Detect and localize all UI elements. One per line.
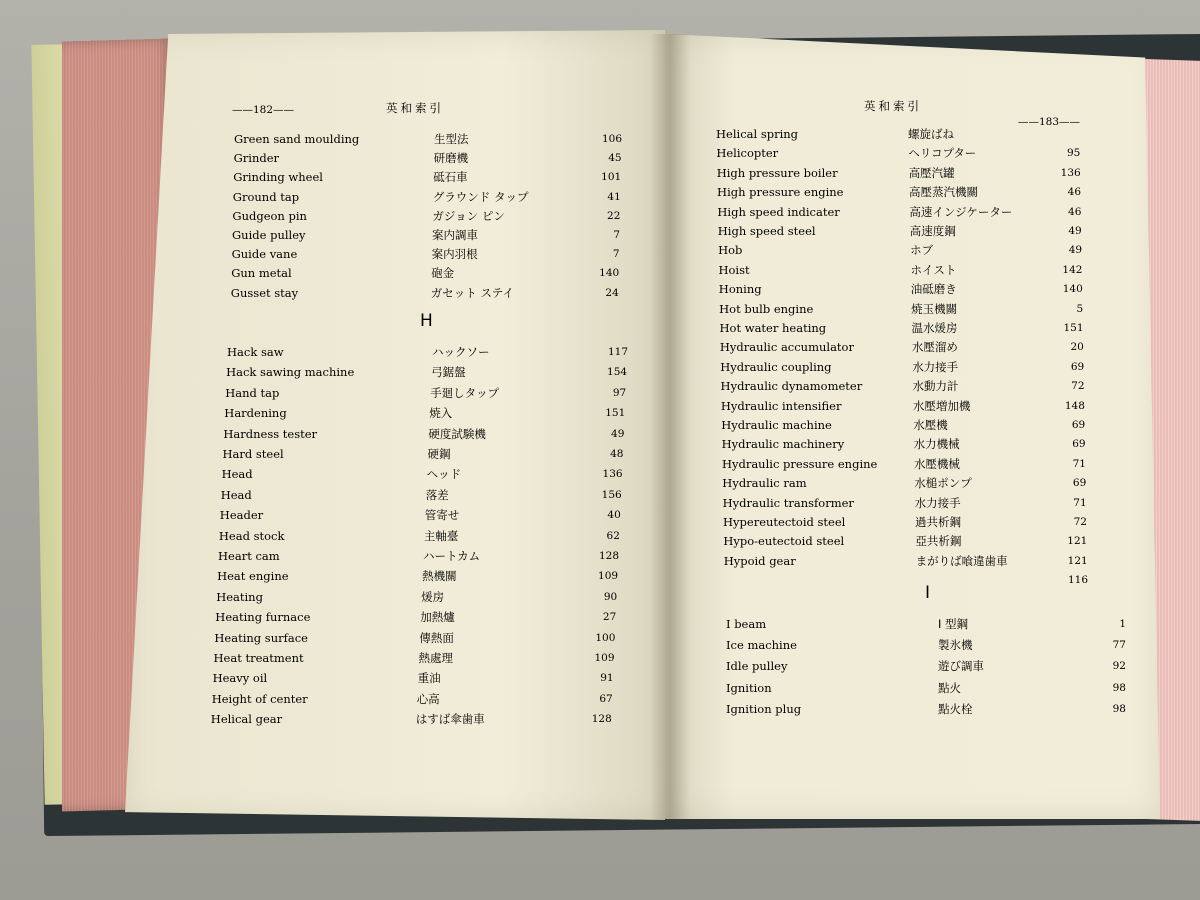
index-en: Hydraulic dynamometer (720, 379, 863, 394)
index-jp: 温水煖房 (911, 321, 958, 335)
index-en: Hydraulic coupling (720, 359, 832, 374)
index-en: Helical spring (716, 127, 799, 141)
index-en: Hypo-eutectoid steel (723, 534, 845, 549)
index-en: Hard steel (222, 447, 284, 461)
index-en: Hoist (718, 262, 750, 277)
index-jp: 管寄せ (424, 508, 460, 523)
index-jp: 生型法 (434, 132, 469, 146)
index-page: 128 (598, 550, 619, 562)
index-page: 140 (1062, 283, 1083, 296)
index-jp: 主軸臺 (423, 528, 459, 543)
index-en: Hydraulic machine (721, 418, 832, 432)
index-page: 116 (1068, 574, 1089, 587)
index-page: 106 (601, 133, 622, 145)
index-page: 22 (607, 209, 621, 222)
index-en: Ignition (726, 680, 772, 695)
section-letter-h: H (420, 311, 433, 331)
index-jp: 硬鋼 (427, 447, 451, 461)
index-en: Honing (718, 282, 762, 297)
index-jp: 水力接手 (912, 359, 959, 374)
index-page: 24 (605, 286, 619, 299)
index-en: Hot bulb engine (719, 301, 814, 316)
index-en: Gun metal (231, 266, 292, 281)
index-page: 154 (607, 366, 628, 379)
index-en: Hydraulic machinery (721, 437, 845, 452)
index-page: 49 (1068, 225, 1082, 237)
book-gutter (650, 34, 690, 820)
index-en: Hydraulic accumulator (719, 340, 854, 355)
index-jp: 硬度試験機 (428, 426, 486, 441)
index-page: 151 (605, 407, 626, 420)
index-jp: 傳熱面 (419, 630, 454, 645)
index-jp: まがりば喰違歯車 (915, 553, 1008, 568)
index-page: 62 (606, 529, 620, 542)
index-en: Head (221, 467, 253, 482)
index-page: 98 (1112, 681, 1126, 694)
index-jp: ガジョン ピン (432, 208, 505, 223)
index-en: Ignition plug (726, 701, 802, 716)
index-en: Hydraulic transformer (722, 495, 854, 510)
index-page: 72 (1073, 516, 1087, 528)
index-page: 1 (1119, 618, 1126, 630)
index-jp: ヘリコプター (908, 146, 977, 161)
index-jp: 水壓溜め (911, 340, 958, 355)
index-en: Guide vane (231, 247, 298, 262)
index-page: 69 (1072, 438, 1086, 451)
index-jp: 焼入 (429, 406, 453, 421)
index-en: Grinding wheel (233, 170, 323, 185)
index-en: Helicopter (716, 146, 779, 161)
index-page: 48 (610, 448, 624, 460)
index-jp: 水槌ポンプ (914, 476, 972, 491)
index-jp: 熱機關 (422, 569, 457, 584)
index-en: Header (219, 508, 264, 523)
index-page: 100 (595, 631, 616, 644)
index-en: Hydraulic intensifier (720, 398, 842, 413)
index-en: Hot water heating (719, 321, 827, 335)
index-jp: 落差 (425, 487, 449, 502)
index-jp: 水壓機 (913, 418, 948, 432)
index-jp: 高壓蒸汽機關 (909, 185, 979, 200)
index-page: 92 (1112, 660, 1126, 673)
index-page: 69 (1072, 477, 1087, 490)
index-en: Heat treatment (213, 651, 304, 665)
index-en: I beam (726, 617, 767, 631)
index-page: 142 (1062, 263, 1083, 276)
index-jp: 亞共析鋼 (915, 534, 962, 549)
index-en: Hardening (224, 406, 287, 421)
index-page: 121 (1067, 535, 1088, 548)
index-jp: 手廻しタップ (430, 385, 500, 400)
index-page: 71 (1073, 496, 1087, 509)
index-page: 109 (594, 652, 615, 664)
index-page: 109 (598, 570, 619, 583)
index-page: 7 (613, 229, 620, 241)
index-jp: 弓鋸盤 (431, 365, 466, 380)
index-jp: 點火栓 (938, 701, 973, 716)
index-page: 20 (1070, 341, 1084, 354)
index-page: 49 (1068, 244, 1083, 257)
index-en: Helical gear (210, 712, 283, 727)
index-en: Ice machine (726, 638, 797, 653)
index-jp: 煖房 (421, 589, 445, 604)
index-jp: 案内羽根 (431, 247, 478, 262)
index-page: 69 (1070, 360, 1085, 373)
left-page-header: 英和索引 (386, 101, 444, 115)
index-en: Head (220, 487, 252, 502)
index-page: 45 (608, 152, 622, 165)
index-jp: 螺旋ばね (908, 127, 954, 141)
index-page: 140 (599, 267, 620, 280)
index-page: 71 (1072, 457, 1086, 470)
index-page: 121 (1067, 554, 1088, 567)
index-en: Hydraulic pressure engine (721, 456, 878, 471)
index-jp: ガセット ステイ (430, 285, 514, 300)
index-jp: 水力接手 (914, 495, 961, 510)
index-page: 148 (1064, 399, 1085, 412)
section-letter-i: I (925, 583, 931, 603)
index-page: 136 (602, 468, 623, 481)
index-page: 97 (612, 386, 627, 399)
index-page: 151 (1063, 322, 1084, 334)
index-jp: 過共析鋼 (915, 515, 961, 529)
index-en: Hack saw (227, 345, 284, 359)
index-jp: 油砥磨き (910, 282, 957, 297)
index-jp: 案内調車 (432, 228, 478, 242)
index-en: Heating (216, 589, 263, 604)
index-page: 136 (1060, 166, 1081, 179)
index-jp: 高速度鋼 (909, 224, 956, 238)
index-jp: 研磨機 (433, 151, 469, 166)
index-jp: 點火 (938, 680, 961, 695)
index-en: Heart cam (218, 549, 280, 563)
index-en: Gudgeon pin (232, 208, 307, 223)
index-jp: ハートカム (423, 549, 481, 563)
index-jp: ホブ (910, 243, 934, 258)
index-en: Idle pulley (726, 659, 788, 674)
index-page: 95 (1066, 147, 1081, 160)
index-en: Ground tap (232, 189, 300, 204)
index-jp: ヘッド (426, 467, 462, 482)
index-jp: 製氷機 (938, 638, 973, 653)
index-page: 156 (601, 488, 622, 501)
index-en: High speed steel (717, 224, 816, 238)
index-jp: 水力機械 (913, 437, 960, 452)
index-en: Head stock (218, 528, 285, 543)
index-jp: I 型鋼 (938, 617, 969, 631)
index-en: Hypereutectoid steel (723, 515, 846, 529)
index-page: 117 (607, 346, 628, 358)
index-en: Hack sawing machine (226, 365, 355, 380)
index-jp: 水壓増加機 (912, 398, 971, 413)
index-page: 101 (601, 171, 622, 184)
index-page: 67 (599, 692, 613, 705)
index-en: Heating furnace (215, 610, 311, 625)
index-en: Hydraulic ram (722, 476, 807, 491)
index-jp: ハックソー (432, 345, 490, 359)
index-jp: 重油 (417, 671, 441, 686)
index-jp: 水動力計 (912, 379, 959, 394)
index-page: 128 (591, 713, 612, 726)
index-en: Hand tap (225, 385, 280, 400)
index-en: Hardness tester (223, 426, 318, 441)
right-page-number: ——183—— (1018, 116, 1081, 128)
index-page: 49 (611, 427, 625, 440)
index-en: Height of center (211, 691, 308, 706)
index-en: High speed indicater (717, 204, 840, 219)
index-page: 27 (602, 611, 617, 624)
index-en: Heating surface (214, 630, 308, 645)
index-jp: ホイスト (910, 262, 957, 277)
right-page-header: 英和索引 (864, 99, 922, 113)
index-en: Green sand moulding (234, 132, 360, 146)
index-jp: 砲金 (431, 266, 455, 281)
index-page: 40 (607, 509, 621, 522)
index-page: 77 (1112, 639, 1126, 652)
index-page: 46 (1067, 186, 1082, 199)
index-page: 7 (612, 248, 620, 261)
index-en: Guide pulley (232, 228, 306, 242)
index-jp: 高速インジケーター (909, 204, 1013, 219)
index-en: High pressure engine (717, 185, 844, 200)
index-en: Gusset stay (230, 285, 299, 300)
index-jp: 水壓機械 (913, 456, 960, 471)
index-page: 5 (1076, 302, 1084, 315)
index-jp: 高壓汽罐 (908, 165, 955, 180)
index-en: High pressure boiler (716, 165, 838, 180)
left-page-number: ——182—— (232, 104, 295, 116)
index-en: Grinder (233, 151, 280, 166)
index-page: 46 (1068, 205, 1082, 218)
index-jp: 熱處理 (418, 651, 453, 665)
index-page: 69 (1071, 419, 1086, 431)
index-en: Hob (718, 243, 743, 258)
index-jp: 心高 (416, 691, 440, 706)
index-jp: 砥石車 (433, 170, 468, 185)
index-page: 90 (603, 590, 618, 603)
index-en: Hypoid gear (723, 553, 796, 568)
index-page: 41 (607, 190, 621, 203)
index-page: 72 (1071, 380, 1085, 393)
index-en: Heavy oil (212, 671, 268, 686)
index-jp: 焼玉機關 (911, 301, 958, 316)
index-jp: 加熱爐 (420, 610, 455, 625)
index-page: 91 (600, 672, 614, 685)
index-jp: 遊び調車 (938, 659, 984, 674)
index-page: 98 (1112, 702, 1126, 715)
index-jp: はすば傘歯車 (415, 712, 485, 727)
index-en: Heat engine (217, 569, 289, 584)
index-jp: グラウンド タップ (432, 189, 529, 204)
